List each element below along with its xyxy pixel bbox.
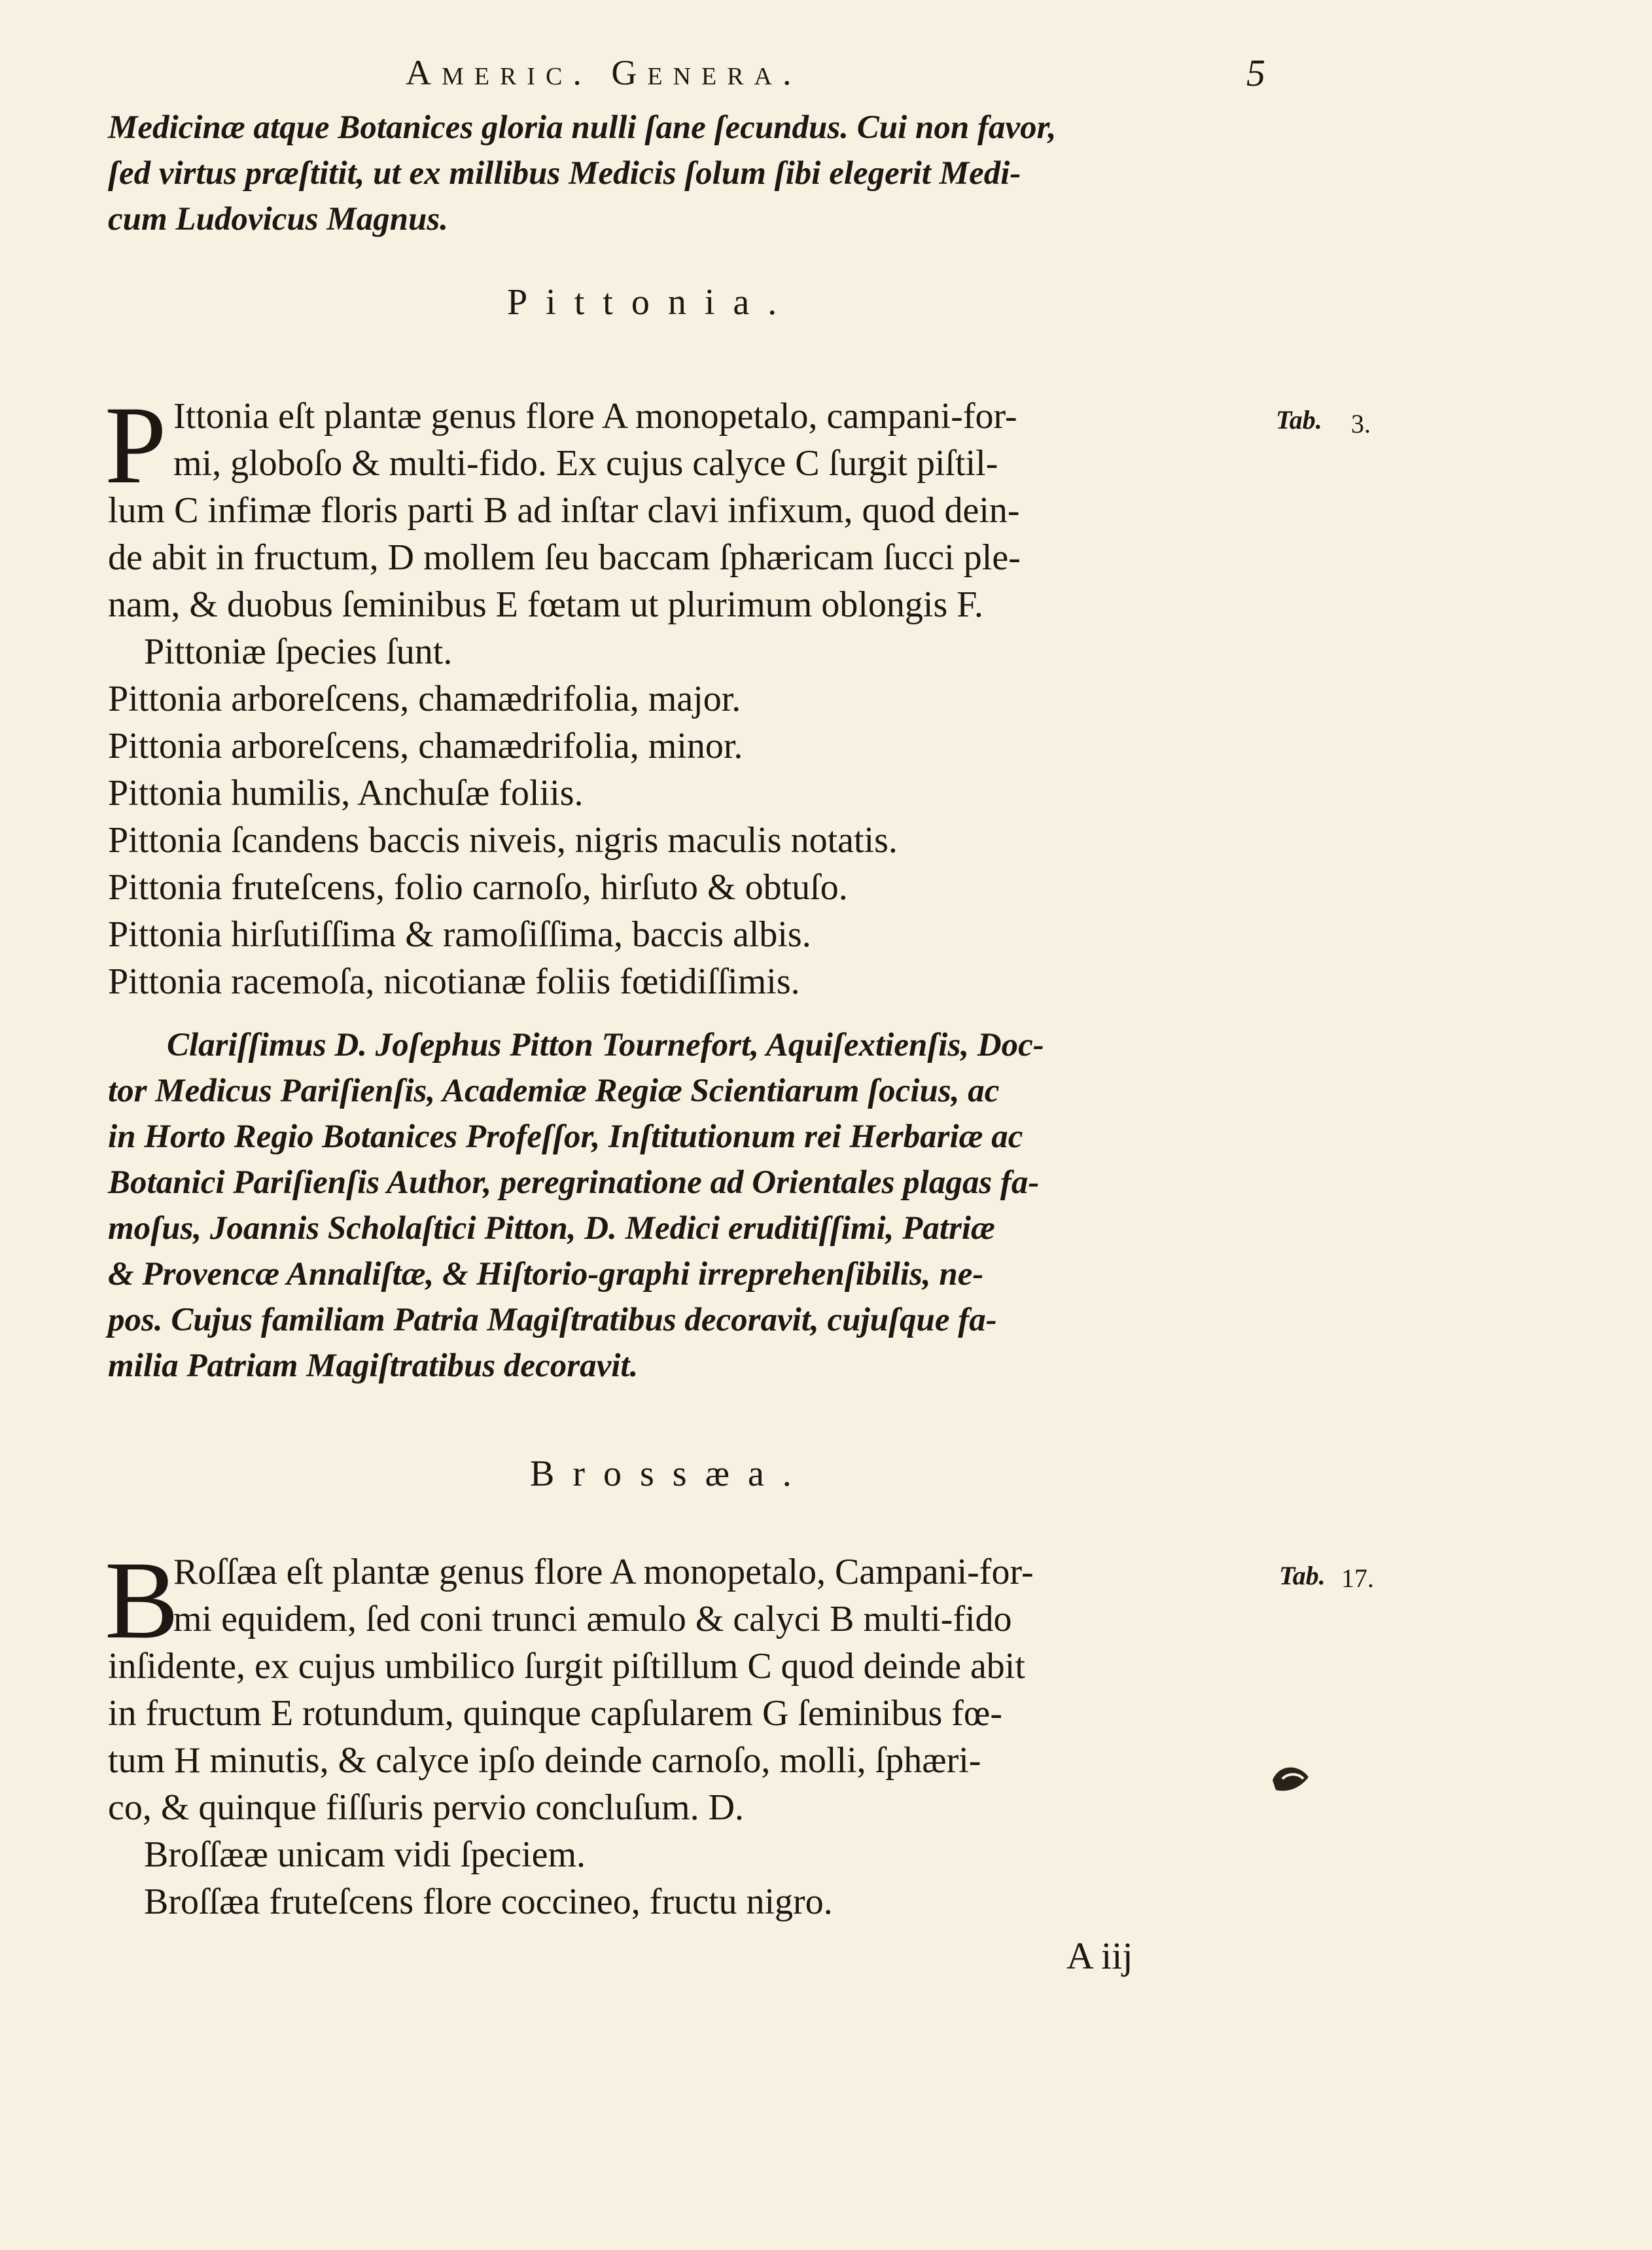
pittonia-drop-cap: P (105, 384, 167, 507)
brossaea-tab-num: 17. (1341, 1563, 1374, 1593)
intro-line: Medicinæ atque Botanices gloria nulli ſane ſecundus. Cui non favor, (108, 109, 1057, 146)
pittonia-species-item: Pittonia arboreſcens, chamædrifolia, major. (108, 679, 741, 719)
dedication-paragraph (108, 1022, 1279, 1389)
intro-line: ſed virtus præſtitit, ut ex millibus Medicis ſolum ſibi elegerit Medi- (108, 155, 1021, 192)
brossaea-line: mi equidem, ſed coni trunci æmulo & calyci B multi-fido (173, 1599, 1012, 1639)
pittonia-tab-num: 3. (1351, 409, 1371, 438)
brossaea-drop-cap: B (105, 1539, 179, 1662)
signature-mark: A iij (1066, 1935, 1133, 1977)
brossaea-line: Roſſæa eſt plantæ genus flore A monopetalo, Campani-for- (173, 1552, 1034, 1592)
pittonia-species-item: Pittonia fruteſcens, folio carnoſo, hirſuto & obtuſo. (108, 867, 848, 908)
pittonia-line: lum C infimæ floris parti B ad inſtar clavi infixum, quod dein- (108, 490, 1020, 531)
dedication-line: milia Patriam Magiſtratibus decoravit. (108, 1348, 639, 1384)
brossaea-line: in fructum E rotundum, quinque capſularem G ſeminibus fœ- (108, 1693, 1003, 1734)
pittonia-species-item: Pittonia ſcandens baccis niveis, nigris maculis notatis. (108, 820, 898, 861)
dedication-line: moſus, Joannis Scholaſtici Pitton, D. Medici eruditiſſimi, Patriæ (108, 1210, 995, 1247)
pittonia-species-item: Pittonia racemoſa, nicotianæ foliis fœtidiſſimis. (108, 961, 800, 1002)
running-head: Americ. Genera. (406, 53, 802, 92)
dedication-line: Botanici Pariſienſis Author, peregrinatione ad Orientales plagas fa- (108, 1164, 1040, 1201)
dedication-line: pos. Cujus familiam Patria Magiſtratibus decoravit, cujuſque fa- (108, 1302, 997, 1338)
printer-ornament-icon (1269, 1760, 1315, 1803)
intro-line: cum Ludovicus Magnus. (108, 201, 449, 238)
pittonia-species-item: Pittonia arboreſcens, chamædrifolia, minor. (108, 726, 743, 766)
intro-paragraph (108, 105, 1279, 242)
pittonia-species-item: Pittonia hirſutiſſima & ramoſiſſima, baccis albis. (108, 914, 811, 955)
pittonia-species-intro: Pittoniæ ſpecies ſunt. (144, 632, 453, 672)
brossaea-species-intro: Broſſææ unicam vidi ſpeciem. (144, 1834, 586, 1875)
brossaea-tab-ref: Tab. (1279, 1561, 1326, 1590)
pittonia-line: Ittonia eſt plantæ genus flore A monopetalo, campani-for- (173, 396, 1017, 437)
pittonia-line: mi, globoſo & multi-fido. Ex cujus calyce C ſurgit piſtil- (173, 443, 998, 484)
brossaea-description (108, 1548, 1279, 1925)
pittonia-species-item: Pittonia humilis, Anchuſæ foliis. (108, 773, 584, 813)
pittonia-line: nam, & duobus ſeminibus E fœtam ut plurimum oblongis F. (108, 584, 983, 625)
pittonia-tab-ref: Tab. (1276, 405, 1322, 435)
dedication-line: in Horto Regio Botanices Profeſſor, Inſtitutionum rei Herbariæ ac (108, 1118, 1023, 1155)
page-number: 5 (1246, 52, 1265, 94)
dedication-line: tor Medicus Pariſienſis, Academiæ Regiæ Scientiarum ſocius, ac (108, 1073, 1000, 1109)
brossaea-line: inſidente, ex cujus umbilico ſurgit piſtillum C quod deinde abit (108, 1646, 1025, 1687)
brossaea-species-item: Broſſæa fruteſcens flore coccineo, fructu nigro. (144, 1882, 833, 1922)
dedication-line: Clariſſimus D. Joſephus Pitton Tournefort, Aquiſextienſis, Doc- (167, 1027, 1044, 1063)
dedication-line: & Provencæ Annaliſtæ, & Hiſtorio-graphi irreprehenſibilis, ne- (108, 1256, 984, 1293)
pittonia-line: de abit in fructum, D mollem ſeu baccam ſphæricam ſucci ple- (108, 537, 1021, 578)
pittonia-description (108, 393, 1279, 1005)
brossaea-title: Brossæa. (530, 1454, 810, 1494)
brossaea-line: co, & quinque fiſſuris pervio concluſum. D. (108, 1787, 745, 1828)
pittonia-title: Pittonia. (507, 282, 796, 323)
brossaea-line: tum H minutis, & calyce ipſo deinde carnoſo, molli, ſphæri- (108, 1740, 981, 1781)
